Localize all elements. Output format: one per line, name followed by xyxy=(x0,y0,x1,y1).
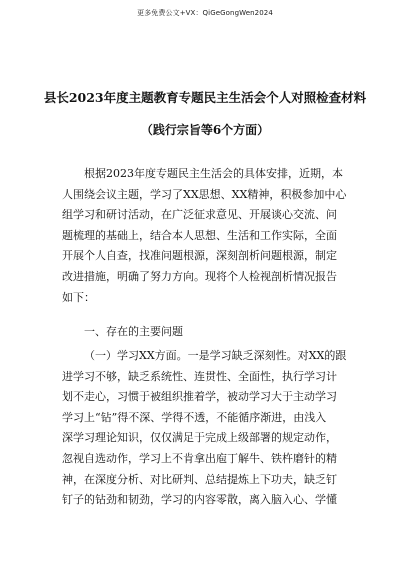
paragraph-line: 组学习和研讨活动，在广泛征求意见、开展谈心交流、问 xyxy=(62,208,337,222)
section-paragraph xyxy=(62,346,352,511)
paragraph-line: 人围绕会议主题，学习了XX思想、XX精神，积极参加中心 xyxy=(62,187,347,201)
paragraph-line: 学习上“钻”得不深、学得不透，不能循序渐进，由浅入 xyxy=(62,410,327,424)
paragraph-line: 开展个人自查，找准问题根源，深刻剖析问题根源，制定 xyxy=(62,249,337,263)
paragraph-line: 改进措施，明确了努力方向。现将个人检视剖析情况报告 xyxy=(62,269,337,283)
document-title: 县长2023年度主题教育专题民主生活会个人对照检查材料 xyxy=(43,90,367,105)
paragraph-line: 根据2023年度专题民主生活会的具体安排，近期，本 xyxy=(84,167,343,180)
document-subtitle: （践行宗旨等6个方面） xyxy=(140,123,270,137)
paragraph-line: 忽视自选动作，学习上不肯拿出庖丁解牛、铁杵磨针的精 xyxy=(62,451,337,465)
paragraph-line: 深学习理论知识，仅仅满足于完成上级部署的规定动作， xyxy=(62,431,337,445)
intro-paragraph xyxy=(62,164,352,308)
paragraph-line: 神，在深度分析、对比研判、总结提炼上下功夫，缺乏钉 xyxy=(62,472,337,486)
paragraph-line: 如下： xyxy=(62,290,95,304)
paragraph-line: （一）学习XX方面。一是学习缺乏深刻性。对XX的跟 xyxy=(84,349,347,362)
paragraph-line: 划不走心，习惯于被组织推着学，被动学习大于主动学习 xyxy=(62,390,337,404)
paragraph-line: 钉子的钻劲和韧劲，学习的内容零散，离入脑入心、学懂 xyxy=(62,493,337,507)
paragraph-line: 进学习不够，缺乏系统性、连贯性、全面性，执行学习计 xyxy=(62,369,337,383)
paragraph-line: 题梳理的基础上，结合本人思想、生活和工作实际，全面 xyxy=(62,228,337,242)
section-heading: 一、存在的主要问题 xyxy=(84,325,183,338)
header-note: 更多免费公文+VX：QiGeGongWen2024 xyxy=(137,9,273,17)
